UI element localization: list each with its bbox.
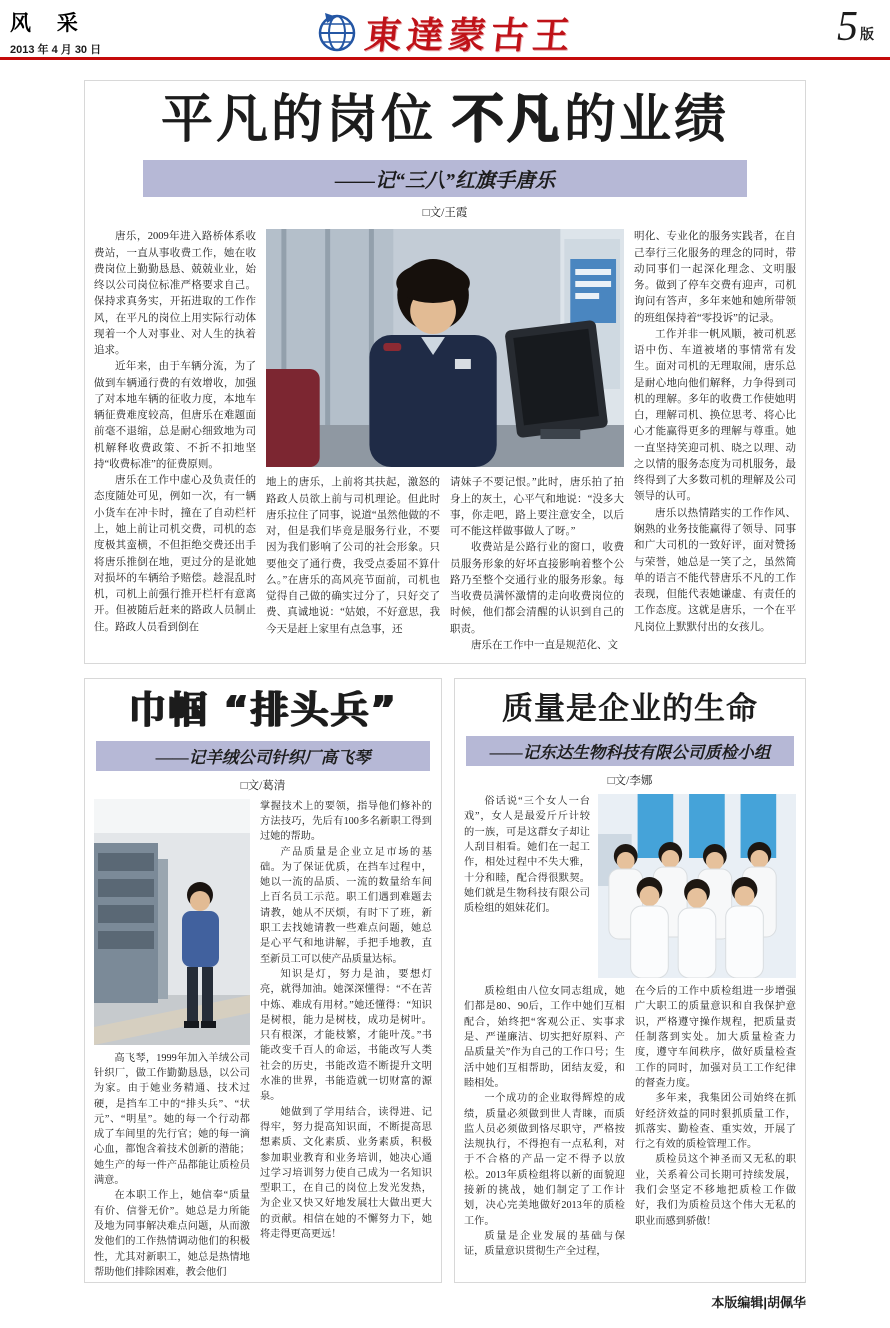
body-paragraph: 俗话说“三个女人一台戏”，女人是最爱斤斤计较的一族，可是这群女子却让人刮目相看。她们在一起工作，相处过程中不失大雅，十分和睦，配合得很默契。她们就是生物科技有限公司质检组的姐妹花们。	[464, 796, 590, 915]
body-paragraph: 一个成功的企业取得辉煌的成绩，质量必须做到世人青睐，而质监人员必须做到恪尽职守，严格按法规执行，不得抱有一点私利，对于不合格的产品一定不得予以放松。2013年质检组将以新的面貌迎接新的挑战，她们制定了工作计划，决心完美地做好2013年的质检工作。	[464, 1093, 625, 1227]
right-article-byline: □文/李娜	[607, 775, 653, 788]
body-paragraph: 质量是企业发展的基础与保证，质量意识贯彻生产全过程，	[464, 1230, 625, 1258]
main-article	[84, 80, 806, 664]
knitting-worker-photo	[94, 799, 250, 1045]
text-column-mid-right	[450, 475, 624, 654]
body-paragraph: 高飞琴，1999年加入羊绒公司针织厂，做工作勤勤恳恳，以公司为家。由于她业务精通、技术过硬，是挡车工中的“排头兵”、“状元”、“明星”。她的每一个行动都成了车间里的先行官；她的每一滴心血，都饱含着技术创新的潜能；她生产的每一件产品都能让质检员满意。	[94, 1052, 250, 1187]
body-paragraph: 知识是灯，努力是油，要想灯亮，就得加油。她深深懂得：“不在苦中炼、难成有用材。”她还懂得：“知识是树根，能力是树枝，成功是树叶。只有根深，才能枝繁，才能叶茂。”书能改变千百人的命运，书能改写人类社会的历史，书能改造不断提升文明水准的世界，书能造就一切财富的源泉。	[260, 968, 432, 1103]
globe-logo-icon	[315, 11, 357, 53]
main-article-body	[94, 229, 796, 654]
title-part-emphasis: 不凡	[451, 90, 562, 150]
page-number: 5	[837, 4, 858, 50]
left-article-subtitle: ——记羊绒公司针织厂高飞琴	[96, 741, 430, 771]
body-paragraph: 唐乐在工作中一直是规范化、文	[471, 639, 618, 651]
text-column-left	[464, 984, 625, 1259]
toll-collector-photo	[266, 229, 624, 467]
text-column-mid-left	[266, 475, 440, 654]
title-part-post: 的业绩	[564, 92, 730, 149]
body-paragraph: 地上的唐乐，上前将其扶起，激怒的路政人员欲上前与司机理论。但此时唐乐拉住了同事，说道“虽然他做的不对，但是我们毕竟是服务行业，不要因为我们影响了公司的社会形象。只要他交了通行费，我受点委屈不算什么。”在唐乐的高风亮节面前，司机也觉得自己做的确实过分了，只好交了费、真诚地说：“姑娘，不好意思，我今天是赶上家里有点急事，还	[266, 477, 440, 635]
body-paragraph: 明化、专业化的服务实践者，在自己奉行三化服务的理念的同时，带动同事们一起深化理念、文明服务。做到了停车交费有迎声，司机询问有答声，多年来她和她所带领的班组保持着“零投诉”的记录。	[634, 231, 796, 324]
body-paragraph: 在今后的工作中质检组进一步增强广大职工的质量意识和自我保护意识，严格遵守操作规程，把质量责任制落到实处。加大质量检查力度，遵守车间秩序，做好质量检查工作的同时，加强对员工工作纪律的督查力度。	[635, 986, 796, 1089]
quality-team-photo	[598, 794, 796, 978]
right-article-lede-row	[464, 794, 796, 978]
right-article	[454, 678, 806, 1283]
body-paragraph: 质检员这个神圣而又无私的职业，关系着公司长期可持续发展，我们会坚定不移地把质检工作做好，我们为质检员这个伟大无私的职业而感到骄傲！	[635, 1154, 796, 1227]
body-paragraph: 质检组由八位女同志组成，她们都是80、90后，工作中她们互相配合，始终把“客观公正、实事求是、严谨廉洁、切实把好原料、产品质量关”作为自己的工作口号；生活中她们互相帮助，团结友爱，和睦相处。	[464, 986, 625, 1089]
body-paragraph: 近年来，由于车辆分流，为了做到车辆通行费的有效增收，加强了对本地车辆的征收力度，本地车辆征费难度较高，但唐乐在难题面前毫不退缩，总是耐心细致地为司机解释收费政策、不折不扣地坚持“收费标准”的征费原则。	[94, 361, 256, 470]
section-label: 风 采	[10, 12, 88, 35]
text-column-left	[94, 229, 256, 654]
body-paragraph: 掌握技术上的要领，指导他们修补的方法技巧，先后有100多名新职工得到过她的帮助。	[260, 800, 432, 843]
header-left	[10, 7, 101, 57]
body-paragraph: 工作并非一帆风顺，被司机恶语中伤、车道被堵的事情常有发生。面对司机的无理取闹，唐乐总是耐心地向他们解释，力争得到司机的理解。多年的收费工作使她明白，理解司机、换位思考、将心比心才能赢得更多的理解与尊重。她一直坚持笑迎司机、晓之以理、动之以情的服务态度为司机服务，最终得到了大多数司机的理解及公司领导的认可。	[634, 328, 796, 503]
body-paragraph: 唐乐，2009年进入路桥体系收费站，一直从事收费工作，她在收费岗位上勤勤恳恳、兢兢业业，始终以公司岗位标准严格要求自己。保持求真务实，开拓进取的工作作风，在平凡的岗位上用实际行动体现着一个人对事业、对人生的执着追求。	[94, 231, 256, 357]
body-paragraph: 她做到了学用结合，读得进、记得牢，努力提高知识面，不断提高思想素质、文化素质、业务素质，积极参加职业教育和业务培训，她决心通过学习培训努力使自己成为一名知识型职工，在自己的岗位上发光发热，为企业又快又好地发展壮大做出更大的贡献。相信在她的不懈努力下，她将走得更高更远！	[260, 1106, 432, 1240]
main-article-title	[94, 91, 796, 150]
page-header	[0, 0, 890, 60]
text-column-right	[260, 799, 432, 1280]
masthead-group	[315, 5, 575, 59]
text-column-right	[635, 984, 796, 1259]
left-article	[84, 678, 442, 1283]
body-paragraph: 多年来，我集团公司始终在抓好经济效益的同时狠抓质量工作，抓落实、勤检查、重实效，开展了行之有效的质检管理工作。	[635, 1093, 796, 1151]
body-paragraph: 产品质量是企业立足市场的基础。为了保证优质，在挡车过程中，她以一流的品质、一流的数量给车间上百名员工示范。职工们遇到难题去请教，她从不厌烦，有时下了班，新职工去找她请教一些难点问题，她总是心平气和地讲解，手把手地教，直至新员工可以使产品质量达标。	[260, 846, 432, 965]
main-article-byline: □文/王霞	[422, 207, 468, 220]
editor-credit: 本版编辑|胡佩华	[711, 1295, 806, 1310]
left-article-body	[94, 799, 432, 1280]
page-date: 2013 年 4 月 30 日	[10, 44, 102, 56]
body-paragraph: 在本职工作上，她信奉“质量有价、信誉无价”。她总是力所能及地为同事解决难点问题，从而激发他们的工作热情调动他们的积极性，尤其对新职工，她总是热情地帮助他们排除困难，教会他们	[94, 1190, 250, 1278]
body-paragraph: 唐乐在工作中虚心及负责任的态度随处可见，例如一次，有一辆小货车在冲卡时，撞在了自动栏杆上，她上前让司机交费，司机的态度极其蛮横，不但拒绝交费还出手将唐乐推倒在地，更过分的是讹她对损坏的车辆给予赔偿。趁混乱时机，司机上前强行推开栏杆有意离开。但被随后赶来的路政人员制止住。路政人员看到倒在	[94, 475, 256, 633]
page-number-label: 版	[860, 28, 874, 43]
page-number-group	[837, 6, 874, 48]
center-text-columns	[266, 475, 624, 654]
masthead-title: 東達蒙古王	[362, 16, 577, 57]
left-article-byline: □文/葛清	[240, 779, 286, 792]
right-article-title: 质量是企业的生命	[502, 691, 758, 727]
center-column	[266, 229, 624, 654]
left-article-title: 巾帼 “排头兵”	[128, 688, 398, 732]
body-paragraph: 收费站是公路行业的窗口，收费员服务形象的好坏直接影响着整个公路乃至整个交通行业的服务形象。每当收费员满怀激情的走向收费岗位的时候，他们都会清醒的认识到自己的职责。	[450, 542, 624, 635]
main-article-subtitle: ——记“三八”红旗手唐乐	[143, 160, 747, 197]
secondary-articles-row	[84, 678, 806, 1283]
title-part-pre: 平凡的岗位	[160, 92, 436, 149]
body-paragraph: 请妹子不要记恨。”此时，唐乐拍了拍身上的灰土，心平气和地说：“没多大事，你走吧，路上要注意安全，以后可不能这样做事做人了呀。”	[450, 477, 624, 538]
text-column-left	[94, 799, 250, 1280]
right-article-body	[464, 984, 796, 1259]
text-column-right	[634, 229, 796, 654]
right-article-subtitle: ——记东达生物科技有限公司质检小组	[466, 736, 794, 766]
body-paragraph: 唐乐以热情踏实的工作作风、娴熟的业务技能赢得了领导、同事和广大司机的一致好评，面对赞扬与荣誉，她总是一笑了之，虽然简单的语言不能代替唐乐不凡的工作表现，但能代表她谦虚、有责任的工作态度。这就是唐乐，一个在平凡岗位上默默付出的女孩儿。	[634, 507, 796, 633]
